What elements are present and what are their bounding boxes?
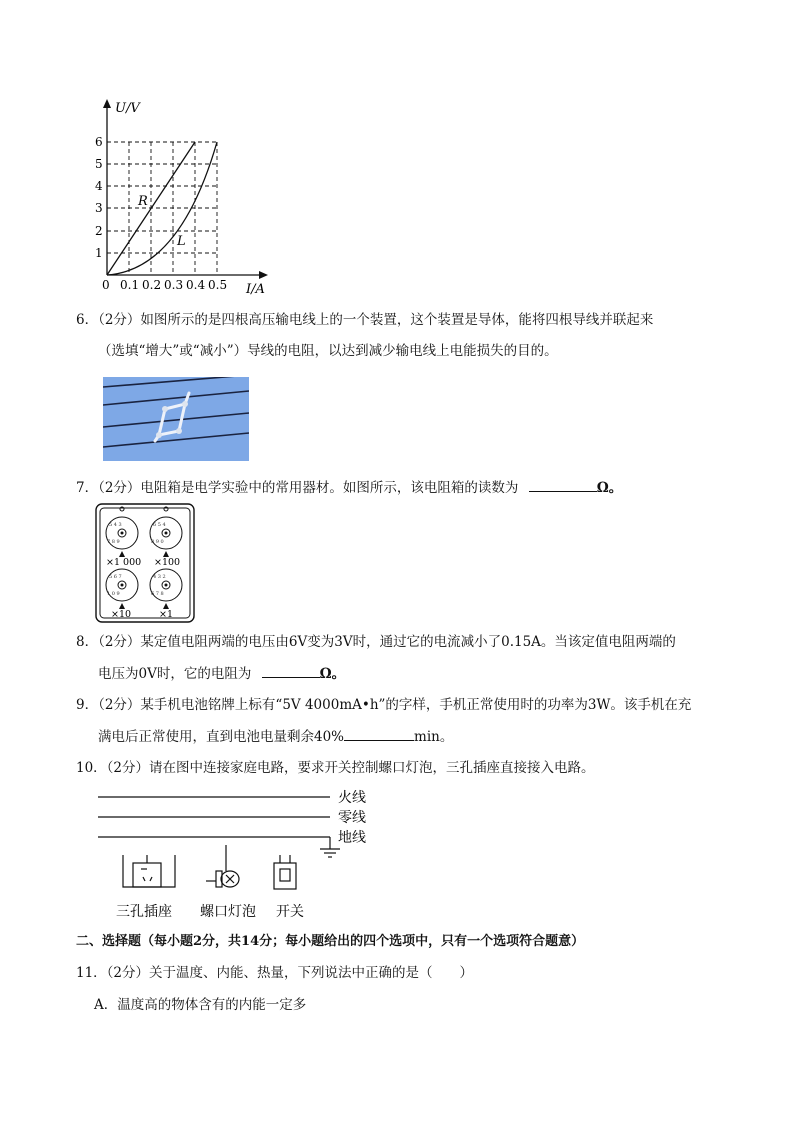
svg-text:6 5 4: 6 5 4 bbox=[153, 522, 166, 528]
resistance-box bbox=[95, 503, 195, 623]
question-11: 11．（2分）关于温度、内能、热量，下列说法中正确的是（ ） bbox=[76, 965, 474, 981]
svg-text:5 6 7: 5 6 7 bbox=[109, 574, 122, 580]
ground-wire-label: 地线 bbox=[338, 830, 366, 846]
svg-text:6 7 8: 6 7 8 bbox=[151, 591, 164, 597]
dial-label-hundreds: ×100 bbox=[154, 557, 181, 568]
switch-label: 开关 bbox=[276, 904, 304, 920]
question-8-text: 电压为0V时，它的电阻为 bbox=[98, 666, 252, 682]
question-7-blank[interactable] bbox=[529, 477, 597, 492]
switch[interactable] bbox=[274, 855, 296, 889]
question-6-text: （选填“增大”或“减小”）导线的电阻，以达到减少输电线上电能损失的目的。 bbox=[98, 343, 558, 359]
question-9-text: 满电后正常使用，直到电池电量剩余40% bbox=[98, 729, 345, 745]
question-11-option-a[interactable]: A．温度高的物体含有的内能一定多 bbox=[94, 997, 307, 1013]
y-tick: 1 bbox=[95, 246, 103, 260]
dial-label-thousands: ×1 000 bbox=[106, 557, 142, 568]
screw-bulb[interactable] bbox=[206, 845, 239, 887]
neutral-wire-label: 零线 bbox=[338, 810, 366, 826]
curve-l-label: L bbox=[177, 234, 186, 249]
power-line-spacer-photo bbox=[103, 377, 249, 461]
svg-text:4 3 2: 4 3 2 bbox=[153, 574, 166, 580]
x-tick: 0.1 bbox=[120, 278, 140, 292]
household-circuit-diagram bbox=[90, 785, 390, 925]
x-tick: 0.5 bbox=[208, 278, 228, 292]
ground-symbol bbox=[320, 849, 340, 857]
question-9-blank[interactable] bbox=[344, 726, 414, 741]
socket-label: 三孔插座 bbox=[116, 904, 172, 920]
x-axis-arrow bbox=[259, 271, 268, 279]
question-8-unit: Ω。 bbox=[319, 666, 346, 682]
question-8-line-2 bbox=[98, 663, 345, 684]
y-tick: 3 bbox=[95, 201, 103, 215]
y-axis-arrow bbox=[103, 99, 111, 108]
svg-text:7 8 9: 7 8 9 bbox=[107, 539, 120, 545]
curve-r-label: R bbox=[138, 194, 148, 209]
x-axis-label: I/A bbox=[246, 282, 265, 297]
dial-label-tens: ×10 bbox=[111, 609, 132, 620]
x-tick: 0.2 bbox=[142, 278, 162, 292]
question-8-line-1: 8．（2分）某定值电阻两端的电压由6V变为3V时，通过它的电流减小了0.15A。当该定值电阻两端的 bbox=[76, 634, 676, 650]
question-8-blank[interactable] bbox=[262, 663, 320, 678]
question-6-line-1: 6．（2分）如图所示的是四根高压输电线上的一个装置，这个装置是导体，能将四根导线并联起来 bbox=[76, 312, 654, 328]
svg-text:5 4 3: 5 4 3 bbox=[109, 522, 122, 528]
dial-label-ones: ×1 bbox=[159, 609, 174, 620]
origin-label: 0 bbox=[102, 278, 110, 292]
x-tick: 0.4 bbox=[186, 278, 206, 292]
y-tick: 6 bbox=[95, 135, 103, 149]
question-9-unit: min。 bbox=[414, 729, 454, 745]
question-6-line-2 bbox=[98, 340, 558, 361]
y-axis-label: U/V bbox=[115, 101, 140, 116]
y-tick: 5 bbox=[95, 157, 103, 171]
question-9-line-1: 9．（2分）某手机电池铭牌上标有“5V 4000mA•h”的字样，手机正常使用时的功率为3W。该手机在充 bbox=[76, 697, 692, 713]
question-9-line-2 bbox=[98, 726, 453, 747]
question-7-text: 7．（2分）电阻箱是电学实验中的常用器材。如图所示，该电阻箱的读数为 bbox=[76, 480, 519, 496]
svg-text:8 9 0: 8 9 0 bbox=[151, 539, 164, 545]
u-i-graph bbox=[80, 95, 280, 305]
svg-text:1 0 9: 1 0 9 bbox=[107, 591, 120, 597]
live-wire-label: 火线 bbox=[338, 790, 366, 806]
question-10: 10．（2分）请在图中连接家庭电路，要求开关控制螺口灯泡，三孔插座直接接入电路。 bbox=[76, 760, 595, 776]
curve-l bbox=[107, 142, 217, 275]
bulb-label: 螺口灯泡 bbox=[200, 904, 256, 920]
three-hole-socket[interactable] bbox=[123, 855, 175, 887]
question-7-unit: Ω。 bbox=[596, 480, 623, 496]
grid bbox=[107, 142, 217, 275]
question-7 bbox=[76, 477, 622, 498]
section-2-heading: 二、选择题（每小题2分，共14分；每小题给出的四个选项中，只有一个选项符合题意） bbox=[76, 934, 585, 949]
y-tick: 2 bbox=[95, 224, 103, 238]
y-tick: 4 bbox=[95, 179, 103, 193]
x-tick: 0.3 bbox=[164, 278, 184, 292]
